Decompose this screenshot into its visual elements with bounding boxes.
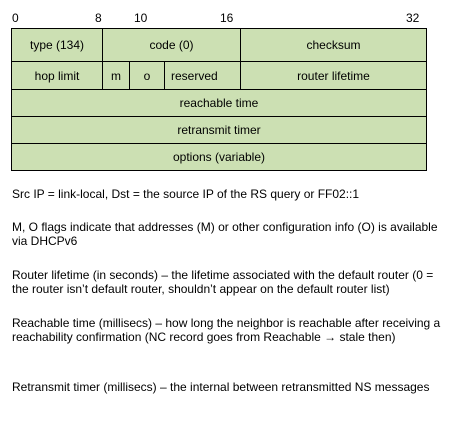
note-retransmit-timer: Retransmit timer (millisecs) – the internal between retransmitted NS messages	[12, 380, 430, 394]
bit-label-10: 10	[134, 11, 148, 25]
hop-limit-field: hop limit	[11, 61, 103, 90]
bit-label-32: 32	[406, 11, 420, 25]
note-reachable-time: Reachable time (millisecs) – how long the neighbor is reachable after receiving a reachability confirmation (NC record goes from Reachable → stale then)	[12, 316, 441, 344]
bit-label-8: 8	[95, 11, 102, 25]
note-src-ip: Src IP = link-local, Dst = the source IP of the RS query or FF02::1	[12, 187, 360, 201]
options-field: options (variable)	[11, 143, 427, 171]
router-lifetime-field: router lifetime	[240, 61, 427, 90]
code-field: code (0)	[102, 28, 241, 62]
note-router-lifetime: Router lifetime (in seconds) – the lifetime associated with the default router (0 = the router isn’t default router, shouldn’t appear on the default router list)	[12, 268, 434, 296]
reachable-time-field: reachable time	[11, 89, 427, 117]
note-flags: M, O flags indicate that addresses (M) or other configuration info (O) is available via DHCPv6	[12, 220, 438, 248]
bit-label-0: 0	[12, 11, 19, 25]
o-flag-field: o	[129, 61, 165, 90]
type-field: type (134)	[11, 28, 103, 62]
checksum-field: checksum	[240, 28, 427, 62]
reserved-field: reserved	[164, 61, 241, 90]
retransmit-timer-field: retransmit timer	[11, 116, 427, 144]
bit-label-16: 16	[220, 11, 234, 25]
m-flag-field: m	[102, 61, 130, 90]
